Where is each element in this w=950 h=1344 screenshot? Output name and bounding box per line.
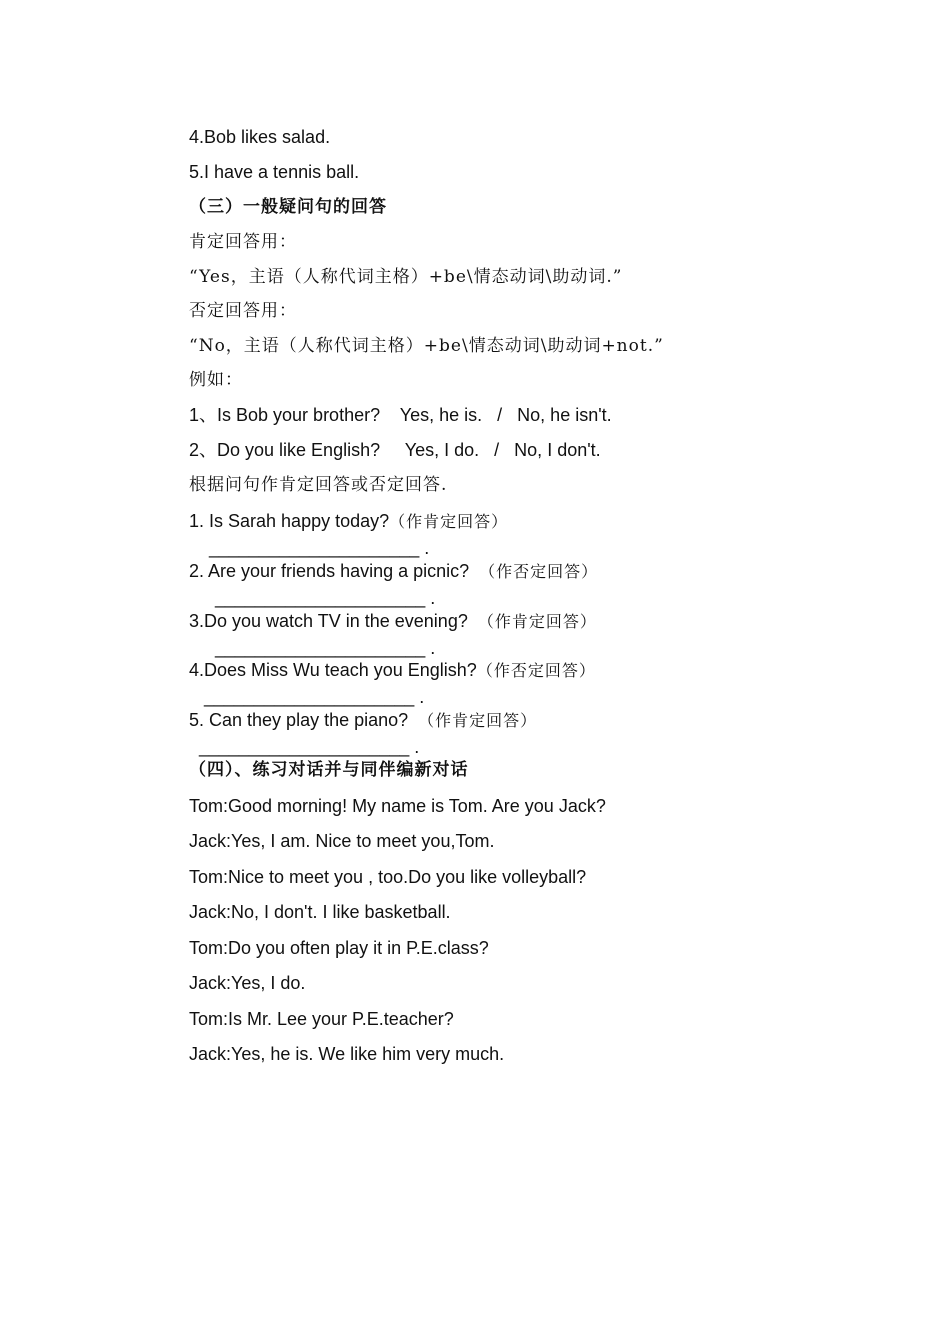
section-3-title: （三）一般疑问句的回答 bbox=[189, 197, 387, 217]
question-text: 1. Is Sarah happy today? bbox=[189, 511, 390, 531]
dialogue-line: Tom:Good morning! My name is Tom. Are you Jack? bbox=[189, 796, 606, 816]
negative-rule: “No，主语（人称代词主格）+be\情态动词\助动词+not.” bbox=[189, 336, 664, 356]
example-1: 1、Is Bob your brother? Yes, he is. / No, he isn't. bbox=[189, 405, 612, 425]
exercise-question-4 bbox=[189, 659, 596, 682]
affirmative-rule: “Yes，主语（人称代词主格）+be\情态动词\助动词.” bbox=[189, 267, 623, 287]
exercise-question-1 bbox=[189, 510, 508, 533]
exercise-question-3 bbox=[189, 610, 597, 633]
question-text: 5. Can they play the piano? bbox=[189, 710, 419, 730]
line-item-5: 5.I have a tennis ball. bbox=[189, 162, 360, 182]
dialogue-line: Jack:Yes, he is. We like him very much. bbox=[189, 1044, 505, 1064]
dialogue-line: Jack:No, I don't. I like basketball. bbox=[189, 902, 451, 922]
affirmative-label: 肯定回答用： bbox=[189, 232, 297, 252]
answer-blank-2[interactable]: _____________________ . bbox=[215, 588, 436, 608]
line-item-4: 4.Bob likes salad. bbox=[189, 127, 331, 147]
question-text: 2. Are your friends having a picnic? bbox=[189, 561, 480, 581]
example-2: 2、Do you like English? Yes, I do. / No, I don't. bbox=[189, 440, 601, 460]
answer-hint: （作肯定回答） bbox=[418, 711, 538, 730]
answer-blank-5[interactable]: _____________________ . bbox=[199, 737, 420, 757]
dialogue-line: Jack:Yes, I do. bbox=[189, 973, 306, 993]
answer-blank-1[interactable]: _____________________ . bbox=[209, 538, 430, 558]
example-label: 例如： bbox=[189, 370, 243, 390]
answer-hint: （作否定回答） bbox=[479, 562, 599, 581]
exercise-instruction: 根据问句作肯定回答或否定回答. bbox=[189, 475, 448, 495]
dialogue-line: Jack:Yes, I am. Nice to meet you,Tom. bbox=[189, 831, 495, 851]
dialogue-line: Tom:Do you often play it in P.E.class? bbox=[189, 938, 489, 958]
answer-blank-3[interactable]: _____________________ . bbox=[215, 638, 436, 658]
negative-label: 否定回答用： bbox=[189, 301, 297, 321]
section-4-title: （四）、练习对话并与同伴编新对话 bbox=[189, 760, 469, 780]
answer-hint: （作肯定回答） bbox=[477, 612, 597, 631]
question-text: 3.Do you watch TV in the evening? bbox=[189, 611, 478, 631]
exercise-question-5 bbox=[189, 709, 537, 732]
answer-blank-4[interactable]: _____________________ . bbox=[204, 687, 425, 707]
dialogue-line: Tom:Is Mr. Lee your P.E.teacher? bbox=[189, 1009, 454, 1029]
answer-hint: （作肯定回答） bbox=[389, 512, 509, 531]
dialogue-line: Tom:Nice to meet you , too.Do you like volleyball? bbox=[189, 867, 587, 887]
answer-hint: （作否定回答） bbox=[476, 661, 596, 680]
exercise-question-2 bbox=[189, 560, 598, 583]
question-text: 4.Does Miss Wu teach you English? bbox=[189, 660, 477, 680]
